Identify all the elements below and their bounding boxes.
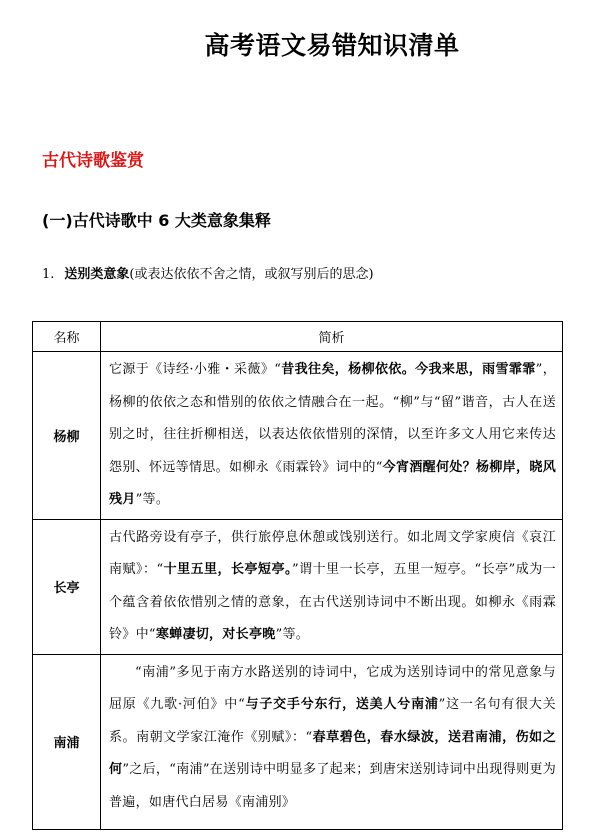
analysis-text: 古代路旁设有亭子，供行旅停息休憩或饯别送行。如北周文学家庾信《哀江南赋》：“	[109, 529, 556, 577]
analysis-text: 它源于《诗经·小雅・采薇》“	[109, 362, 282, 377]
header-analysis: 简析	[101, 322, 563, 352]
list-item-intro	[42, 263, 374, 282]
item-keyword: 送别类意象	[64, 267, 130, 282]
analysis-text: ”等。	[135, 492, 170, 507]
item-number: 1.	[42, 267, 55, 282]
analysis-text: ”，杨柳的依依之态和惜别的依依之情融合在一起。“柳”与“留”谐音，古人在送别之时，往往折柳相送，以表达依依惜别的深情，以至许多文人用它来传达怨别、怀远等情思。如柳永《雨霖铃》词中的“	[109, 362, 557, 475]
quoted-poem-text: 寒蝉凄切，对长亭晚	[155, 627, 276, 642]
row-name: 杨柳	[33, 352, 101, 520]
section-heading: 古代诗歌鉴赏	[42, 151, 144, 171]
quoted-poem-text: 十里五里，长亭短亭。	[163, 562, 292, 577]
analysis-text: ”谓十里一长亭，五里一短亭。“长亭”成为一个蕴含着依依惜别之情的意象，在古代送别诗词中不断出现。如柳永《雨霖铃》中“	[109, 562, 556, 642]
table-row	[33, 519, 563, 654]
quoted-poem-text: 昔我往矣，杨柳依依。今我来思，雨雪霏霏	[281, 362, 536, 377]
quoted-poem-text: 与子交手兮东行，送美人兮南浦	[245, 697, 439, 712]
analysis-text: “南浦”多见于南方水路送别的诗词中，它成为送别诗词中的常见意象与屈原《九歌·河伯》中“	[109, 664, 556, 712]
row-name: 南浦	[33, 654, 101, 829]
header-name: 名称	[33, 322, 101, 352]
analysis-text: ”这一名句有很大关系。南朝文学家江淹作《别赋》：“	[109, 697, 556, 745]
document-title: 高考语文易错知识清单	[204, 31, 460, 60]
row-name: 长亭	[33, 519, 101, 654]
row-analysis	[101, 519, 563, 654]
analysis-text: ”等。	[275, 627, 310, 642]
table-row	[33, 352, 563, 520]
row-analysis	[101, 352, 563, 520]
quoted-poem-text: 今宵酒醒何处？杨柳岸，晓风残月	[109, 459, 556, 507]
analysis-text: ”之后，“南浦”在送别诗中明显多了起来；到唐宋送别诗词中出现得则更为普遍，如唐代白居易《南浦别》	[109, 762, 556, 810]
quoted-poem-text: 春草碧色，春水绿波，送君南浦，伤如之何	[109, 729, 556, 777]
imagery-table	[32, 321, 563, 830]
row-analysis	[101, 654, 563, 829]
item-note: (或表达依依不舍之情，或叙写别后的思念)	[129, 267, 374, 282]
subsection-heading: (一)古代诗歌中 6 大类意象集释	[42, 211, 271, 230]
table-header-row	[33, 322, 563, 352]
table-row	[33, 654, 563, 829]
